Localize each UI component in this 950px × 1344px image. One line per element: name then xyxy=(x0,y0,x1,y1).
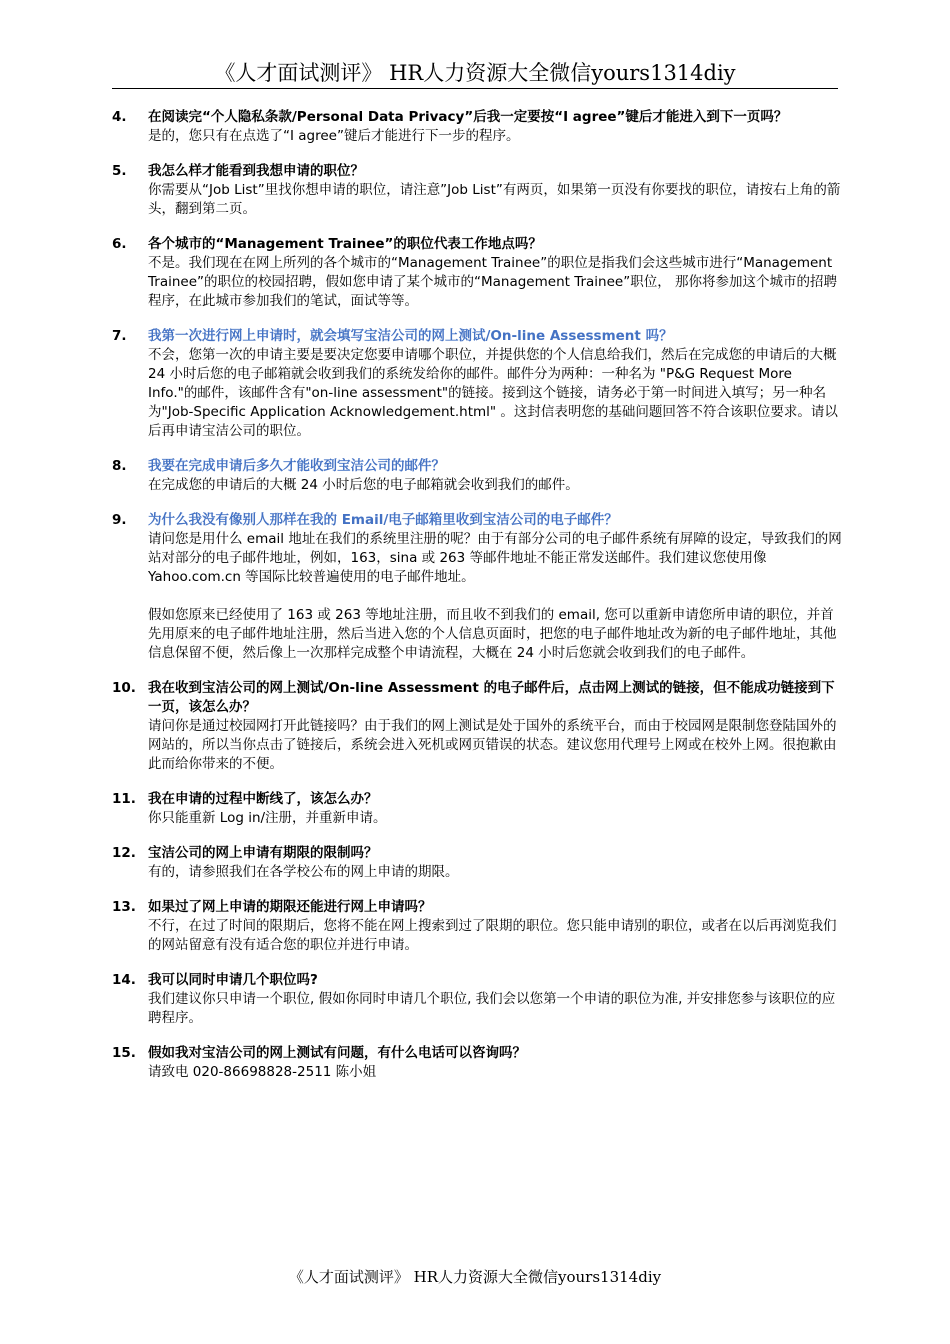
faq-list xyxy=(112,108,842,1098)
page-footer: 《人才面试测评》 HR人力资源大全微信yours1314diy xyxy=(288,1268,662,1286)
faq-item-15 xyxy=(112,1044,842,1082)
faq-question: 我在申请的过程中断线了，该怎么办？ xyxy=(148,791,378,807)
faq-answer: 不行，在过了时间的限期后，您将不能在网上搜索到过了限期的职位。您只能申请别的职位，或者在以后再浏览我们的网站留意有没有适合您的职位并进行申请。 xyxy=(148,918,837,953)
faq-item-12 xyxy=(112,844,842,882)
faq-answer: 假如您原来已经使用了 163 或 263 等地址注册，而且收不到我们的 email, 您可以重新申请您所申请的职位，并首先用原来的电子邮件地址注册，然后当进入您的个人信息页面时，把您的电子邮件地址改为新的电子邮件地址，其他信息保留不便，然后像上一次那样完成整个申请流程，大概在 24 小时后您就会收到我们的电子邮件。 xyxy=(148,607,837,661)
faq-answer: 你需要从“Job List”里找你想申请的职位，请注意”Job List”有两页，如果第一页没有你要找的职位，请按右上角的箭头，翻到第二页。 xyxy=(148,182,841,217)
faq-item-9 xyxy=(112,511,842,663)
faq-item-10 xyxy=(112,679,842,774)
faq-answer: 请问你是通过校园网打开此链接吗？由于我们的网上测试是处于国外的系统平台，而由于校园网是限制您登陆国外的网站的，所以当你点击了链接后，系统会进入死机或网页错误的状态。建议您用代理号上网或在校外上网。很抱歉由此而给你带来的不便。 xyxy=(148,718,837,772)
faq-answer: 不是。我们现在在网上所列的各个城市的“Management Trainee”的职位是指我们会这些城市进行“Management Trainee”的职位的校园招聘，假如您申请了某个城市的“Management Trainee”职位， 那你将参加这个城市的招聘程序，在此城市参加我们的笔试，面试等等。 xyxy=(148,255,837,309)
faq-question: 我怎么样才能看到我想申请的职位？ xyxy=(148,163,364,179)
faq-number: 4. xyxy=(112,109,127,125)
faq-answer: 请问您是用什么 email 地址在我们的系统里注册的呢？由于有部分公司的电子邮件系统有屏障的设定，导致我们的网站对部分的电子邮件地址，例如，163，sina 或 263 等邮件地址不能正常发送邮件。我们建议您使用像 Yahoo.com.cn 等国际比较普遍使用的电子邮件地址。 xyxy=(148,531,842,585)
faq-question: 如果过了网上申请的期限还能进行网上申请吗？ xyxy=(148,899,432,915)
faq-question: 宝洁公司的网上申请有期限的限制吗？ xyxy=(148,845,378,861)
faq-number: 14. xyxy=(112,972,136,988)
faq-answer: 不会，您第一次的申请主要是要决定您要申请哪个职位，并提供您的个人信息给我们，然后在完成您的申请后的大概 24 小时后您的电子邮箱就会收到我们的系统发给你的邮件。邮件分为两种：一种名为 "P&G Request More Info."的邮件，该邮件含有"on-line assessment"的链接。接到这个链接，请务必于第一时间进入填写；另一种名为"Job-Specific Application Acknowledgement.html" 。这封信表明您的基础问题回答不符合该职位要求。请以后再申请宝洁公司的职位。 xyxy=(148,347,838,439)
faq-question: 我在收到宝洁公司的网上测试/On-line Assessment 的电子邮件后，点击网上测试的链接，但不能成功链接到下一页，该怎么办？ xyxy=(148,680,835,715)
faq-number: 8. xyxy=(112,458,127,474)
faq-number: 9. xyxy=(112,512,127,528)
faq-question: 我可以同时申请几个职位吗? xyxy=(148,972,318,988)
faq-answer: 我们建议你只申请一个职位, 假如你同时申请几个职位, 我们会以您第一个申请的职位为准, 并安排您参与该职位的应聘程序。 xyxy=(148,991,836,1026)
faq-number: 15. xyxy=(112,1045,136,1061)
faq-answer: 有的，请参照我们在各学校公布的网上申请的期限。 xyxy=(148,864,459,880)
faq-item-5 xyxy=(112,162,842,219)
faq-number: 7. xyxy=(112,328,127,344)
page-header: 《人才面试测评》 HR人力资源大全微信yours1314diy xyxy=(214,61,736,85)
faq-answer: 在完成您的申请后的大概 24 小时后您的电子邮箱就会收到我们的邮件。 xyxy=(148,477,579,493)
faq-item-14 xyxy=(112,971,842,1028)
faq-number: 12. xyxy=(112,845,136,861)
faq-item-11 xyxy=(112,790,842,828)
faq-number: 13. xyxy=(112,899,136,915)
faq-item-7 xyxy=(112,327,842,441)
faq-number: 11. xyxy=(112,791,136,807)
faq-number: 5. xyxy=(112,163,127,179)
faq-item-8 xyxy=(112,457,842,495)
faq-number: 10. xyxy=(112,680,136,696)
faq-item-4 xyxy=(112,108,842,146)
faq-number: 6. xyxy=(112,236,127,252)
faq-item-13 xyxy=(112,898,842,955)
faq-question: 各个城市的“Management Trainee”的职位代表工作地点吗？ xyxy=(148,236,542,252)
faq-question: 我第一次进行网上申请时，就会填写宝洁公司的网上测试/On-line Assessment 吗？ xyxy=(148,328,673,344)
faq-answer: 你只能重新 Log in/注册，并重新申请。 xyxy=(148,810,387,826)
faq-answer: 是的，您只有在点选了“I agree”键后才能进行下一步的程序。 xyxy=(148,128,520,144)
header-divider xyxy=(112,88,838,89)
faq-question: 在阅读完“个人隐私条款/Personal Data Privacy”后我一定要按“I agree”键后才能进入到下一页吗？ xyxy=(148,109,788,125)
faq-question: 为什么我没有像别人那样在我的 Email/电子邮箱里收到宝洁公司的电子邮件？ xyxy=(148,512,618,528)
faq-question: 假如我对宝洁公司的网上测试有问题，有什么电话可以咨询吗？ xyxy=(148,1045,526,1061)
faq-answer: 请致电 020-86698828-2511 陈小姐 xyxy=(148,1064,377,1080)
faq-item-6 xyxy=(112,235,842,311)
faq-question: 我要在完成申请后多久才能收到宝洁公司的邮件？ xyxy=(148,458,445,474)
